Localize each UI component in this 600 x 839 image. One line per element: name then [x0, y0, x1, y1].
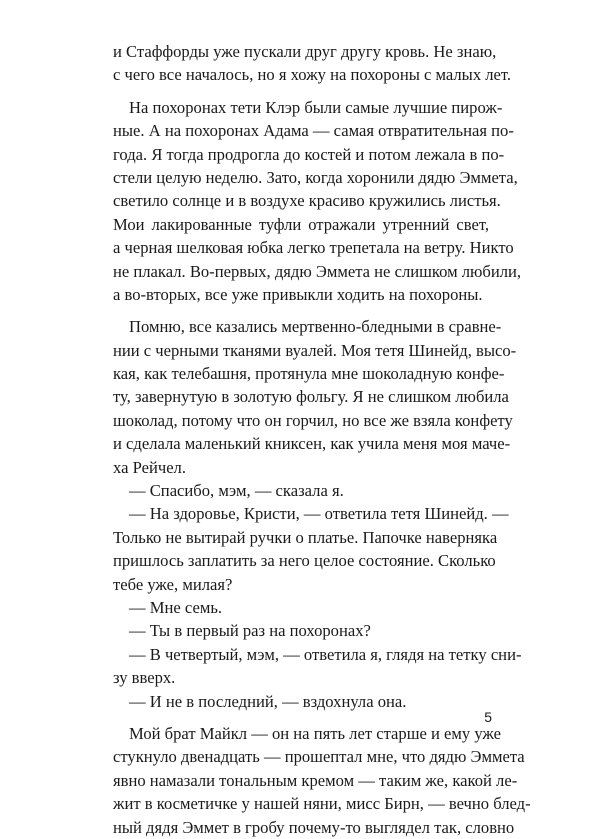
page-number: 5: [484, 709, 492, 725]
body-text: [113, 40, 531, 839]
text-line: жит в косметичке у нашей няни, мисс Бирн, — вечно блед-: [113, 794, 531, 814]
text-line: а во-вторых, все уже привыкли ходить на похороны.: [113, 284, 483, 304]
text-line: Только не вытирай ручки о платье. Папочке наверняка: [113, 527, 498, 547]
text-line: ный дядя Эммет в гробу почему-то выглядел так, словно: [113, 817, 515, 837]
text-line: Помню, все казались мертвенно-бледными в сравне-: [129, 317, 502, 337]
text-line: зу вверх.: [113, 668, 176, 688]
text-line: тебе уже, милая?: [113, 574, 233, 594]
text-line: с чего все началось, но я хожу на похороны с малых лет.: [113, 65, 512, 85]
text-line: ха Рейчел.: [113, 457, 186, 477]
text-line: — Спасибо, мэм, — сказала я.: [129, 481, 344, 501]
text-line: — И не в последний, — вздохнула она.: [129, 691, 407, 711]
text-line: не плакал. Во-первых, дядю Эммета не слишком любили,: [113, 261, 522, 281]
text-line: — В четвертый, мэм, — ответила я, глядя на тетку сни-: [129, 644, 522, 664]
text-line: ные. А на похоронах Адама — самая отвратительная по-: [113, 121, 514, 141]
text-line: — Ты в первый раз на похоронах?: [129, 621, 371, 641]
text-line: — На здоровье, Кристи, — ответила тетя Шинейд. —: [129, 504, 509, 524]
text-line: Мой брат Майкл — он на пять лет старше и ему уже: [129, 723, 502, 743]
text-line: года. Я тогда продрогла до костей и потом лежала в по-: [113, 144, 505, 164]
text-line: стукнуло двенадцать — прошептал мне, что дядю Эммета: [113, 747, 525, 767]
text-line: Мои лакированные туфли отражали утренний свет,: [113, 214, 489, 234]
text-line: шоколад, потому что он горчил, но все же взяла конфету: [113, 410, 513, 430]
text-line: — Мне семь.: [129, 597, 223, 617]
text-line: и Стаффорды уже пускали друг другу кровь. Не знаю,: [113, 42, 497, 61]
text-line: а черная шелковая юбка легко трепетала на ветру. Никто: [113, 238, 514, 258]
text-line: и сделала маленький книксен, как учила меня моя маче-: [113, 434, 511, 454]
text-line: ту, завернутую в золотую фольгу. Я не слишком любила: [113, 387, 509, 407]
text-line: кая, как телебашня, протянула мне шоколадную конфе-: [113, 364, 505, 384]
text-line: светило солнце и в воздухе красиво кружились листья.: [113, 191, 501, 211]
text-line: стели целую неделю. Зато, когда хоронили дядю Эммета,: [113, 167, 518, 187]
text-line: нии с черными тканями вуалей. Моя тетя Шинейд, высо-: [113, 340, 517, 360]
text-line: явно намазали тональным кремом — таким же, какой ле-: [113, 770, 518, 790]
text-line: пришлось заплатить за него целое состояние. Сколько: [113, 551, 496, 571]
text-line: На похоронах тети Клэр были самые лучшие пирож-: [129, 97, 503, 117]
